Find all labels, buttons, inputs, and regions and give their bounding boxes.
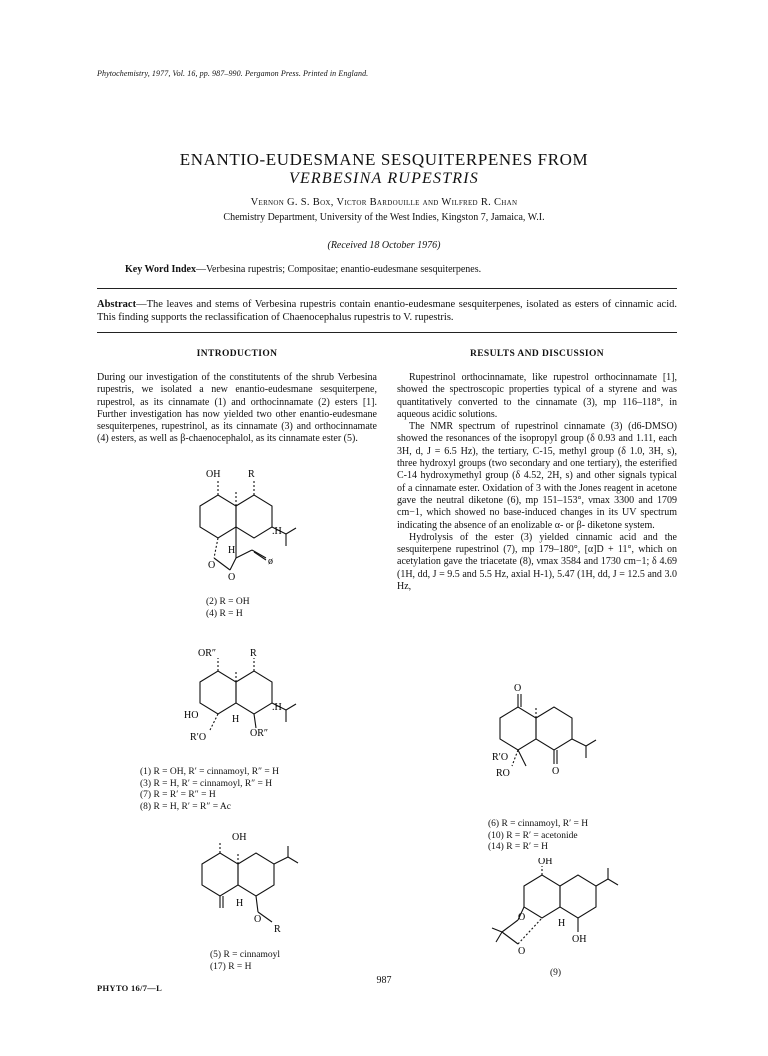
struct-c-label-r: R (274, 924, 281, 935)
struct-b-label-h: .H (272, 702, 282, 713)
struct-a-label-o1: O (208, 560, 216, 571)
struct-b-label-r: R (250, 648, 257, 659)
caption-5: (5) R = cinnamoyl (210, 950, 280, 960)
top-rule (97, 288, 677, 289)
struct-c-caption (210, 950, 280, 973)
struct-a-label-phi: ø (268, 556, 273, 567)
struct-b-label-ho: HO (184, 710, 199, 721)
article-title-line-2: VERBESINA RUPESTRIS (288, 170, 480, 187)
struct-e-label-oh: OH (538, 858, 553, 867)
struct-b-label-h2: H (232, 714, 240, 725)
intro-text: During our investigation of the constitutents of the shrub Verbesina rupestris, we isolated a new enantio-eudesmane sesquiterpene, rupestrol, as its cinnamate (1) and orthocinnamate (2) esters [1]. Further investigation has now yielded two other enantio-eudesmane sesquiterpenes, rupestrinol, as its cinnamate (3) and orthocinnamate (4) esters, as well as β-chaenocephalol, as its cinnamate ester (5). (97, 372, 377, 445)
results-paragraph-2: The NMR spectrum of rupestrinol cinnamate (3) (d6-DMSO) showed the resonances of the isopropyl group (δ 0.93 and 1.11, each 3H, d, J = 6.5 Hz), the tertiary, C-15, methyl group (δ 1.0, 3H, s), three hydroxyl groups (two secondary and one tertiary), the esterified C-14 hydroxymethyl group (δ 4.52, 2H, s) and other signals typical of a cinnamate ester. Oxidation of 3 with the Jones reagent in acetone gave the neutral diketone (6), mp 151–153°, νmax 3300 and 1709 cm−1, which showed no base-induced changes in its UV spectrum indicating the absence of an enolizable α- or β- diketone system. (397, 421, 677, 531)
structure-2-4 (170, 468, 330, 593)
struct-a-label-o2: O (228, 572, 236, 583)
caption-3: (3) R = H, R′ = cinnamoyl, R″ = H (140, 778, 273, 789)
footer-code: PHYTO 16/7—L (97, 983, 163, 993)
results-paragraph-3: Hydrolysis of the ester (3) yielded cinnamic acid and the sesquiterpene rupestrinol (7), mp 179–180°, [α]D + 11°, which on acetylation gave the triacetate (8), νmax 3584 and 1730 cm−1; δ 4.69 (1H, dd, J = 9.5 and 5.5 Hz, axial H-1), 5.47 (1H, dd, J = 12.5 and 3.0 Hz, (397, 531, 677, 593)
results-paragraph-1: Rupestrinol orthocinnamate, like rupestrol orthocinnamate [1], showed the spectroscopic properties typical of a styrene and was quantitatively converted to the cinnamate (3), mp 116–118°, in aqueous acidic solutions. (397, 372, 677, 420)
struct-e-label-o1: O (518, 912, 526, 923)
caption-7: (7) R = R′ = R″ = H (140, 790, 216, 800)
struct-b-caption (140, 767, 279, 813)
article-title-line-1: ENANTIO-EUDESMANE SESQUITERPENES FROM (179, 150, 589, 169)
struct-b-label-or2: OR″ (198, 648, 217, 659)
affiliation: Chemistry Department, University of the West Indies, Kingston 7, Jamaica, W.I. (223, 212, 545, 223)
journal-citation: Phytochemistry, 1977, Vol. 16, pp. 987–990. Pergamon Press. Printed in England. (97, 69, 369, 78)
struct-e-label-oh2: OH (572, 934, 587, 945)
struct-a-label-h: .H (272, 526, 282, 537)
keyword-index (125, 264, 481, 275)
struct-a-caption (206, 597, 250, 620)
struct-d-label-r1o: R′O (492, 752, 509, 763)
struct-c-label-oh: OH (232, 832, 247, 843)
struct-b-label-r1o: R′O (190, 732, 207, 743)
struct-a-label-oh: OH (206, 469, 221, 480)
keyword-text: —Verbesina rupestris; Compositae; enantio-eudesmane sesquiterpenes. (195, 264, 482, 275)
keyword-label: Key Word Index (125, 264, 196, 275)
intro-heading: INTRODUCTION (196, 349, 278, 359)
struct-d-label-o1: O (514, 683, 522, 694)
abstract-text: —The leaves and stems of Verbesina rupestris contain enantio-eudesmane sesquiterpenes, isolated as esters of cinnamic acid. This finding supports the reclassification of Chaenocephalus rupestris to V. rupestris. (97, 299, 677, 323)
struct-c-label-h: H (236, 898, 244, 909)
abstract (97, 298, 677, 324)
abstract-label: Abstract (97, 299, 137, 310)
struct-d-label-ro: RO (496, 768, 510, 779)
results-heading: RESULTS AND DISCUSSION (469, 349, 605, 359)
caption-1: (1) R = OH, R′ = cinnamoyl, R″ = H (140, 767, 280, 777)
caption-8: (8) R = H, R′ = R″ = Ac (140, 801, 231, 812)
struct-c-label-o: O (254, 914, 262, 925)
bottom-rule (97, 332, 677, 333)
struct-e-label-h: H (558, 918, 566, 929)
struct-b-label-or2b: OR″ (250, 728, 269, 739)
caption-14: (14) R = R′ = H (488, 842, 549, 852)
intro-paragraph (97, 372, 377, 446)
caption-6: (6) R = cinnamoyl, R′ = H (488, 819, 589, 829)
caption-2: (2) R = OH (206, 597, 250, 607)
struct-a-label-h2: H (228, 545, 236, 556)
struct-d-label-o2: O (552, 766, 560, 777)
struct-a-label-r: R (248, 469, 255, 480)
structure-1-3-7-8 (170, 648, 330, 758)
caption-9: (9) (550, 968, 562, 978)
caption-10: (10) R = R′ = acetonide (488, 830, 578, 841)
caption-4: (4) R = H (206, 608, 243, 619)
structure-5-17 (180, 830, 330, 950)
results-text (397, 372, 677, 593)
caption-17: (17) R = H (210, 961, 252, 972)
page-number: 987 (376, 975, 392, 986)
struct-d-caption (488, 819, 588, 854)
structure-9 (478, 858, 628, 973)
struct-e-label-o2: O (518, 946, 526, 957)
structure-6-10-14 (478, 678, 628, 803)
author-list: Vernon G. S. Box, Victor Bardouille and Wilfred R. Chan (250, 197, 518, 208)
received-date: (Received 18 October 1976) (327, 240, 441, 251)
